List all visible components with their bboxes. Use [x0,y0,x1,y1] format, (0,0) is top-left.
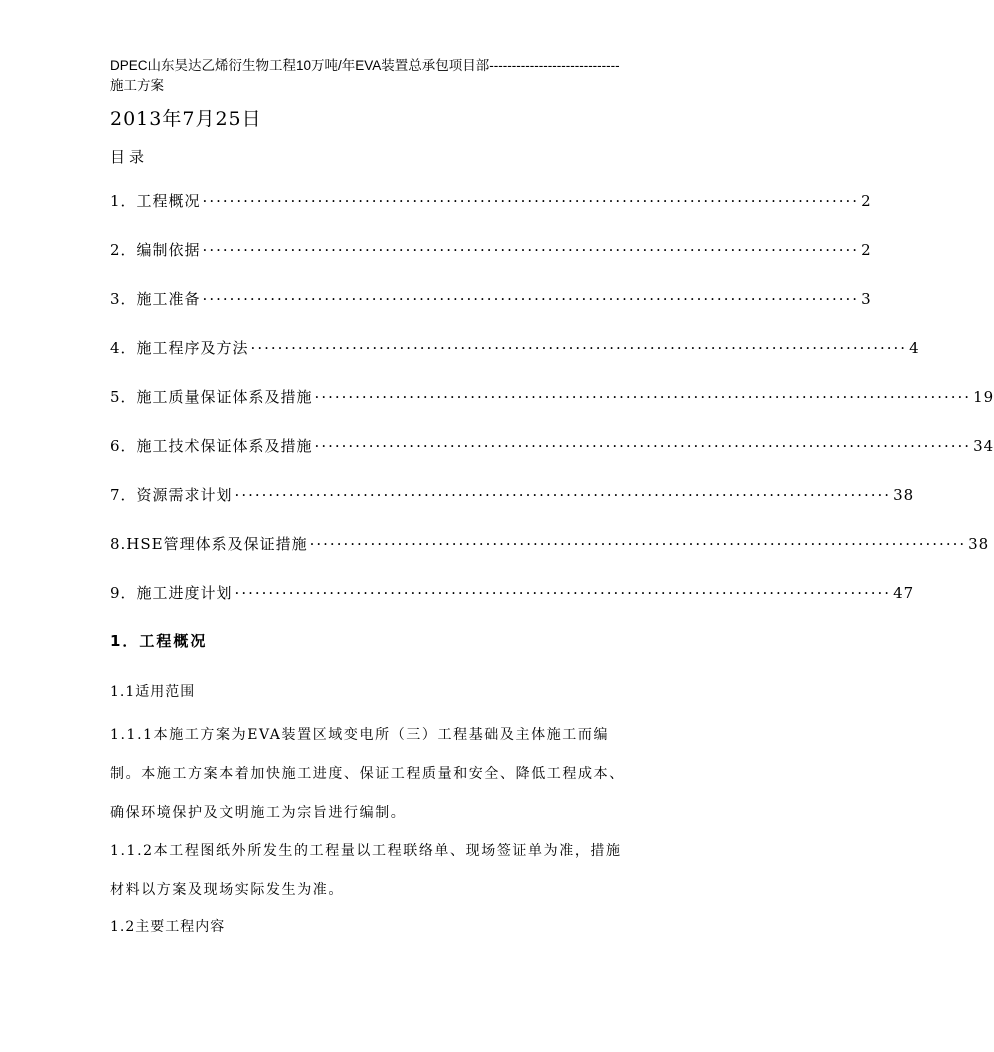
toc-entry-page: 38 [968,535,990,553]
toc-entry-label: 3．施工准备 [110,290,201,308]
subsection-heading: 1.1适用范围 [110,684,196,700]
toc-entry-label: 8.HSE管理体系及保证措施 [110,535,308,553]
toc-leader-dots: ································································································· [202,241,860,259]
toc-leader-dots: ································································································· [309,535,967,553]
toc-entry[interactable] [110,337,920,386]
toc-leader-dots: ································································································· [314,388,972,406]
toc-entry-label: 2．编制依据 [110,241,201,259]
toc-entry-page: 19 [973,388,994,406]
document-date: 2013年7月25日 [110,108,262,130]
toc-leader-dots: ································································································· [234,486,892,504]
paragraph: 1.1.1本施工方案为EVA装置区域变电所（三）工程基础及主体施工而编制。本施工方案本着加快施工进度、保证工程质量和安全、降低工程成本、确保环境保护及文明施工为宗旨进行编制。 [110,727,625,821]
toc-entry-page: 38 [893,486,915,504]
toc-leader-dots: ································································································· [234,584,892,602]
toc-entry-label: 9．施工进度计划 [110,584,233,602]
toc-title: 目录 [110,148,149,166]
section-heading: 1．工程概况 [110,632,208,650]
toc-entry[interactable] [110,239,872,288]
toc-entry[interactable] [110,435,994,484]
toc-entry-label: 6．施工技术保证体系及措施 [110,437,313,455]
toc-entry-page: 2 [861,241,872,259]
toc-leader-dots: ································································································· [202,192,860,210]
toc-entry-page: 2 [861,192,872,210]
toc-entry-page: 4 [909,339,920,357]
toc-entry-label: 4．施工程序及方法 [110,339,249,357]
toc-entry[interactable] [110,582,915,631]
table-of-contents [110,190,994,631]
toc-leader-dots: ································································································· [314,437,972,455]
toc-entry-page: 3 [861,290,872,308]
page-header: DPEC山东昊达乙烯衍生物工程10万吨/年EVA装置总承包项目部----------------------------- 施工方案 [110,58,620,93]
toc-entry[interactable] [110,386,994,435]
toc-entry-page: 34 [973,437,994,455]
subsection-heading: 1.2主要工程内容 [110,919,226,935]
toc-entry-page: 47 [893,584,915,602]
toc-entry[interactable] [110,533,990,582]
toc-entry[interactable] [110,190,872,239]
toc-entry-label: 7．资源需求计划 [110,486,233,504]
toc-entry[interactable] [110,288,872,337]
toc-leader-dots: ································································································· [202,290,860,308]
toc-entry-label: 1．工程概况 [110,192,201,210]
toc-entry[interactable] [110,484,915,533]
paragraph: 1.1.2本工程图纸外所发生的工程量以工程联络单、现场签证单为准，措施材料以方案及现场实际发生为准。 [110,843,622,898]
toc-leader-dots: ································································································· [250,339,908,357]
toc-entry-label: 5．施工质量保证体系及措施 [110,388,313,406]
